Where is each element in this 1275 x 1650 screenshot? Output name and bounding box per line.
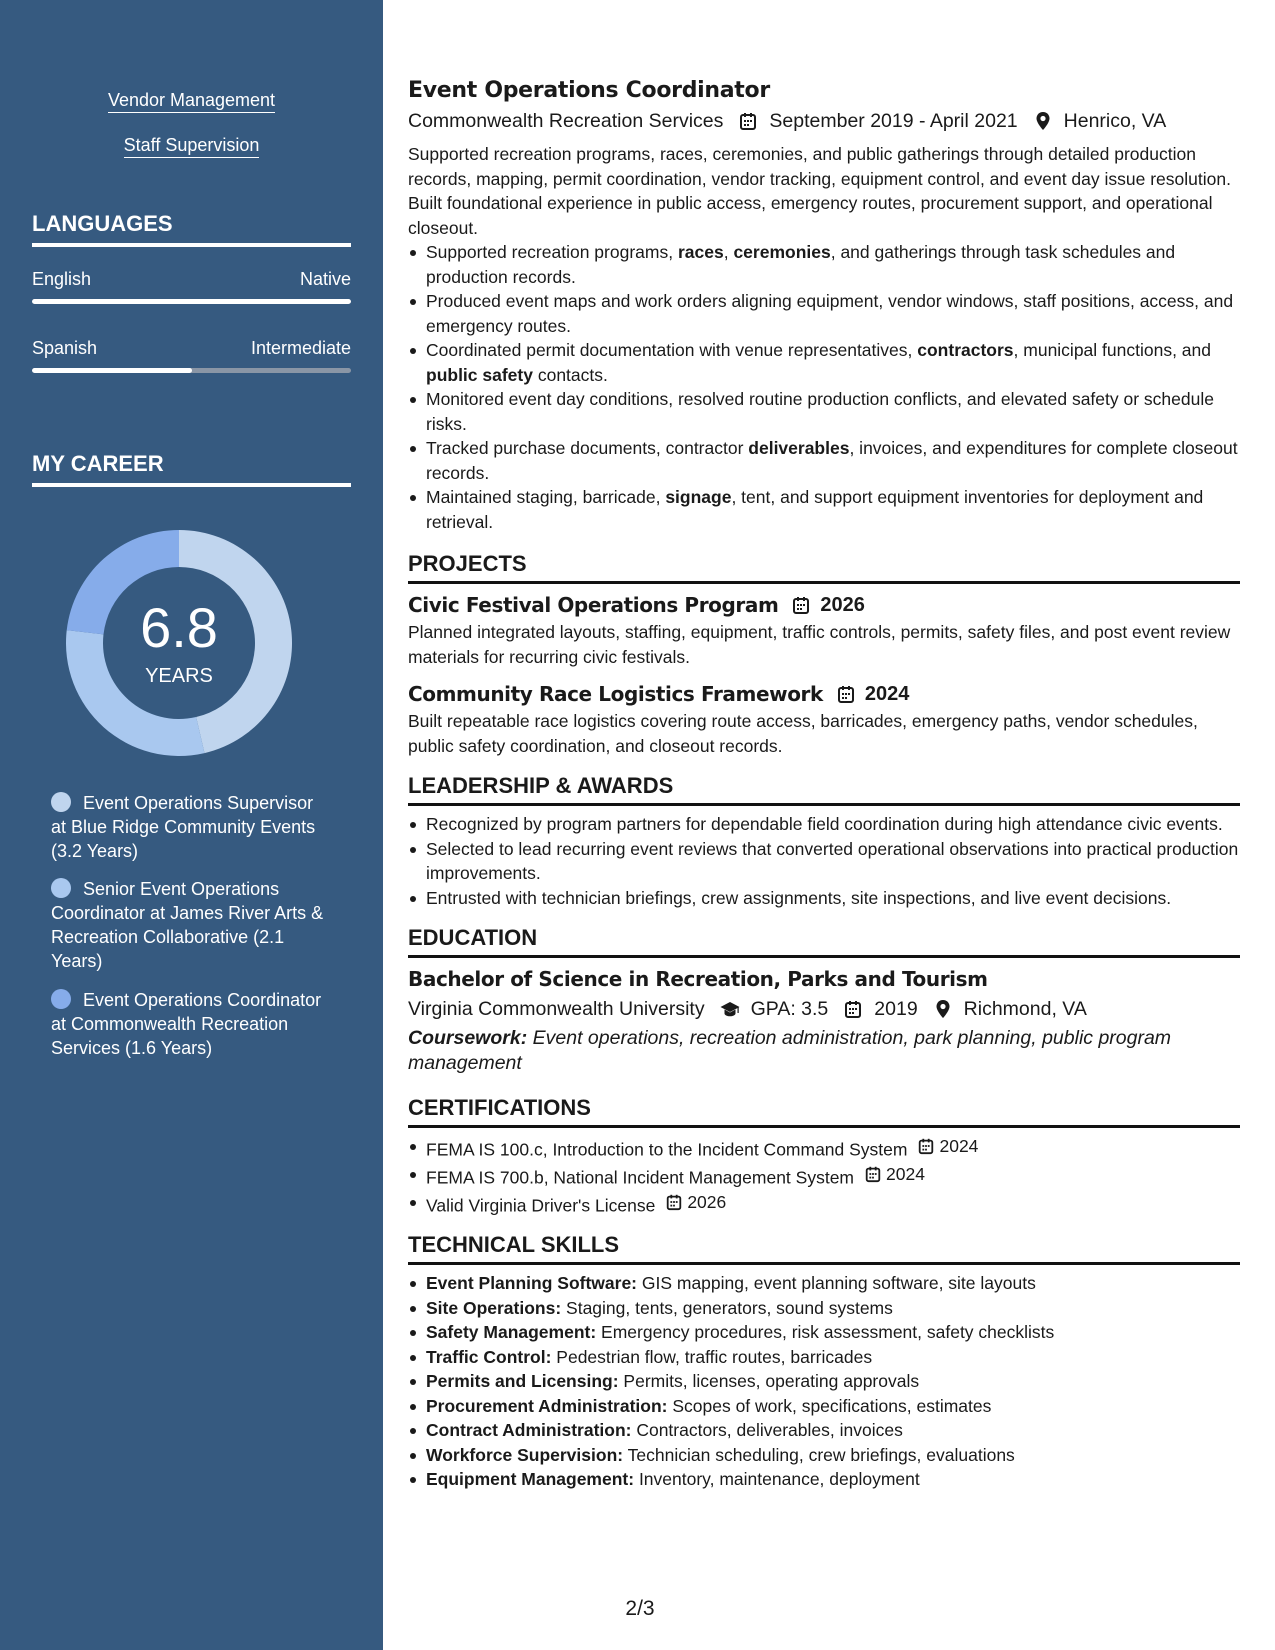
education-section	[408, 924, 1240, 1076]
school-name: Virginia Commonwealth University	[408, 998, 705, 1020]
skill-values: Technician scheduling, crew briefings, evaluations	[623, 1444, 1015, 1465]
skill-category: Event Planning Software:	[426, 1273, 637, 1294]
project-title: Community Race Logistics Framework	[408, 682, 823, 706]
technical-skill-item	[408, 1345, 1240, 1370]
project-year: 2026	[820, 594, 865, 616]
projects-heading: PROJECTS	[408, 550, 1240, 584]
technical-skill-item	[408, 1394, 1240, 1419]
certification-name: FEMA IS 100.c, Introduction to the Incident Command System	[426, 1139, 908, 1160]
skill-category: Safety Management:	[426, 1322, 597, 1343]
language-name: English	[32, 269, 92, 289]
leadership-item: Selected to lead recurring event reviews that converted operational observations into practical production improvements.	[408, 837, 1240, 886]
certification-item	[408, 1134, 1240, 1162]
certifications-section	[408, 1094, 1240, 1217]
technical-skill-item	[408, 1443, 1240, 1468]
project-year: 2024	[864, 683, 910, 705]
technical-skills-list	[408, 1271, 1240, 1492]
language-bar	[32, 368, 351, 373]
career-total-years: 6.8	[140, 596, 218, 659]
language-row	[32, 337, 351, 359]
gpa: GPA: 3.5	[750, 998, 829, 1020]
job-dates: September 2019 - April 2021	[769, 110, 1018, 132]
career-dot-icon	[51, 989, 71, 1009]
job-bullet: Maintained staging, barricade, signage, tent, and support equipment inventories for deployment and retrieval.	[408, 485, 1240, 534]
career-heading: MY CAREER	[32, 450, 351, 487]
graduation-year: 2019	[874, 998, 918, 1020]
skill-values: Scopes of work, specifications, estimates	[667, 1395, 992, 1416]
job-bullet-list	[408, 240, 1240, 534]
technical-skill-item	[408, 1271, 1240, 1296]
calendar-icon	[835, 683, 857, 705]
job-meta	[408, 106, 1240, 136]
page-number: 2/3	[625, 1597, 655, 1620]
job-title: Event Operations Coordinator	[408, 78, 770, 103]
languages-heading: LANGUAGES	[32, 210, 351, 247]
calendar-icon	[665, 1193, 683, 1211]
job-summary: Supported recreation programs, races, ceremonies, and public gatherings through detailed production records, mapping, permit coordination, vendor tracking, equipment control, and event day issue resolution. Built foundational experience in public access, emergency routes, procurement support, and operational closeout.	[408, 144, 1231, 238]
career-item: Event Operations Coordinator at Commonwealth Recreation Services (1.6 Years)	[51, 990, 322, 1058]
skill-category: Procurement Administration:	[426, 1395, 668, 1416]
job-bullet: Tracked purchase documents, contractor deliverables, invoices, and expenditures for complete closeout records.	[408, 436, 1240, 485]
certification-year: 2026	[687, 1191, 727, 1212]
leadership-section	[408, 772, 1240, 910]
coursework-text: Event operations, recreation administration, park planning, public program management	[408, 1027, 1172, 1074]
certification-item	[408, 1162, 1240, 1190]
degree-title: Bachelor of Science in Recreation, Parks and Tourism	[408, 967, 988, 991]
project-description: Planned integrated layouts, staffing, equipment, traffic controls, permits, safety files, and post event review materials for recurring civic festivals.	[408, 622, 1231, 667]
skill-tag: Staff Supervision	[0, 133, 383, 157]
technical-skills-heading: TECHNICAL SKILLS	[408, 1231, 1240, 1265]
skill-values: Inventory, maintenance, deployment	[634, 1469, 920, 1490]
career-dot-icon	[51, 878, 71, 898]
school-location: Richmond, VA	[963, 998, 1087, 1020]
language-bar-fill	[32, 368, 192, 373]
project-description: Built repeatable race logistics covering route access, barricades, emergency paths, vendor schedules, public safety coordination, and closeout records.	[408, 711, 1198, 756]
experience-entry	[408, 76, 1240, 534]
certification-name: Valid Virginia Driver's License	[426, 1194, 656, 1215]
certifications-list	[408, 1134, 1240, 1217]
job-bullet: Monitored event day conditions, resolved routine production conflicts, and elevated safety or schedule risks.	[408, 387, 1240, 436]
calendar-icon	[917, 1137, 935, 1155]
technical-skill-item	[408, 1369, 1240, 1394]
technical-skill-item	[408, 1320, 1240, 1345]
career-item: Senior Event Operations Coordinator at James River Arts & Recreation Collaborative (2.1 Years)	[51, 879, 324, 971]
certification-year: 2024	[939, 1136, 979, 1156]
calendar-icon	[790, 594, 812, 616]
technical-skill-item	[408, 1296, 1240, 1321]
job-bullet: Coordinated permit documentation with venue representatives, contractors, municipal functions, and public safety contacts.	[408, 338, 1240, 387]
language-level: Intermediate	[250, 338, 351, 358]
job-bullet: Supported recreation programs, races, ceremonies, and gatherings through task schedules and production records.	[408, 240, 1240, 289]
project-title-row	[408, 679, 1240, 709]
leadership-item: Entrusted with technician briefings, crew assignments, site inspections, and live event decisions.	[408, 886, 1240, 911]
project-title-row	[408, 590, 1240, 620]
skill-values: Pedestrian flow, traffic routes, barricades	[551, 1346, 873, 1367]
skill-tag: Vendor Management	[0, 88, 383, 112]
language-bar	[32, 299, 351, 304]
language-row	[32, 268, 351, 290]
leadership-list	[408, 812, 1240, 910]
career-item: Event Operations Supervisor at Blue Ridge Community Events (3.2 Years)	[51, 793, 316, 861]
technical-skills-section	[408, 1231, 1240, 1492]
company-name: Commonwealth Recreation Services	[408, 110, 724, 132]
project-entry	[408, 679, 1240, 758]
education-meta	[408, 994, 1240, 1024]
skill-values: Contractors, deliverables, invoices	[631, 1420, 903, 1441]
skill-values: Staging, tents, generators, sound systems	[561, 1297, 893, 1318]
coursework-label: Coursework:	[408, 1027, 528, 1049]
education-heading: EDUCATION	[408, 924, 1240, 958]
leadership-item: Recognized by program partners for dependable field coordination during high attendance civic events.	[408, 812, 1240, 837]
calendar-icon	[842, 998, 864, 1020]
language-bar-fill	[32, 299, 351, 304]
map-pin-icon	[932, 998, 954, 1020]
calendar-icon	[864, 1165, 882, 1183]
map-pin-icon	[1032, 110, 1054, 132]
job-location: Henrico, VA	[1063, 110, 1167, 132]
language-name: Spanish	[32, 338, 98, 358]
skill-category: Equipment Management:	[426, 1469, 635, 1490]
certification-item	[408, 1190, 1240, 1218]
technical-skill-item	[408, 1467, 1240, 1492]
skill-values: Emergency procedures, risk assessment, safety checklists	[596, 1322, 1055, 1343]
skill-values: GIS mapping, event planning software, site layouts	[637, 1273, 1036, 1294]
skill-category: Workforce Supervision:	[426, 1444, 624, 1465]
certifications-heading: CERTIFICATIONS	[408, 1094, 1240, 1128]
leadership-heading: LEADERSHIP & AWARDS	[408, 772, 1240, 806]
project-title: Civic Festival Operations Program	[408, 593, 779, 617]
certification-year: 2024	[886, 1163, 925, 1184]
projects-section	[408, 550, 1240, 758]
certification-name: FEMA IS 700.b, National Incident Management System	[426, 1167, 854, 1187]
skill-values: Permits, licenses, operating approvals	[618, 1371, 920, 1392]
skill-category: Traffic Control:	[426, 1346, 552, 1367]
skill-category: Permits and Licensing:	[426, 1371, 619, 1392]
technical-skill-item	[408, 1418, 1240, 1443]
skill-category: Site Operations:	[426, 1297, 562, 1318]
coursework	[408, 1026, 1240, 1076]
career-total-unit: YEARS	[145, 665, 213, 687]
career-dot-icon	[51, 792, 71, 812]
job-bullet: Produced event maps and work orders aligning equipment, vendor windows, staff positions, access, and emergency routes.	[408, 289, 1240, 338]
sidebar	[0, 0, 383, 1650]
main-content	[408, 76, 1240, 1492]
skill-category: Contract Administration:	[426, 1420, 632, 1441]
language-level: Native	[299, 269, 351, 289]
graduation-cap-icon	[719, 998, 741, 1020]
calendar-icon	[737, 110, 759, 132]
project-entry	[408, 590, 1240, 669]
